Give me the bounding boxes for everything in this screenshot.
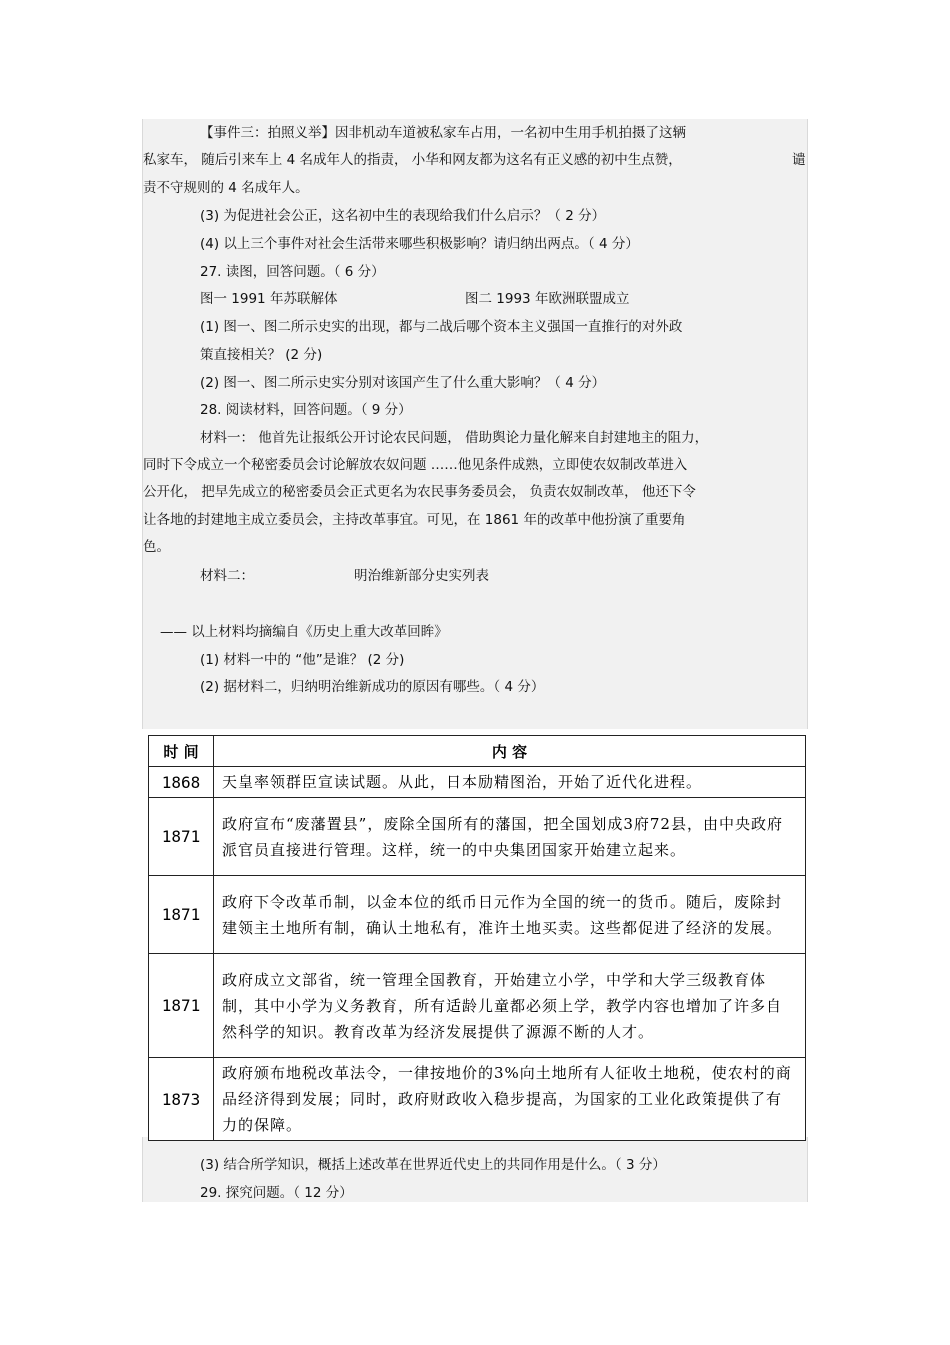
row-content: 政府宣布“废藩置县”，废除全国所有的藩国，把全国划成3府72县，由中央政府派官员直接进行管理。这样，统一的中央集团国家开始建立起来。 <box>214 798 806 876</box>
row-year: 1871 <box>149 876 214 954</box>
question-27-1-line-1: (1) 图一、图二所示史实的出现，都与二战后哪个资本主义强国一直推行的对外政 <box>200 319 683 335</box>
meiji-table-image <box>142 729 818 1137</box>
question-27-title: 27. 读图，回答问题。（ 6 分） <box>200 264 385 280</box>
material-2-label: 材料二： <box>200 568 254 584</box>
material-1-line-2: 同时下令成立一个秘密委员会讨论解放农奴问题 ……他见条件成熟，立即使农奴制改革进入 <box>143 457 688 473</box>
question-26-4: (4) 以上三个事件对社会生活带来哪些积极影响？请归纳出两点。（ 4 分） <box>200 236 639 252</box>
header-time: 时 间 <box>149 736 214 767</box>
material-1-line-1: 材料一： 他首先让报纸公开讨论农民问题， 借助舆论力量化解来自封建地主的阻力， <box>200 430 709 446</box>
row-content: 政府颁布地税改革法令，一律按地价的3%向土地所有人征收土地税，使农村的商品经济得到发展；同时，政府财政收入稳步提高，为国家的工业化政策提供了有力的保障。 <box>214 1058 806 1141</box>
material-1-line-3: 公开化， 把早先成立的秘密委员会正式更名为农民事务委员会， 负责农奴制改革， 他还下令 <box>143 484 696 500</box>
source-note: —— 以上材料均摘编自《历史上重大改革回眸》 <box>160 624 448 640</box>
row-content: 天皇率领群臣宣读试题。从此，日本励精图治，开始了近代化进程。 <box>214 767 806 798</box>
question-28-2: (2) 据材料二，归纳明治维新成功的原因有哪些。（ 4 分） <box>200 679 545 695</box>
meiji-reform-table <box>148 735 806 1141</box>
question-28-title: 28. 阅读材料，回答问题。（ 9 分） <box>200 402 412 418</box>
material-2-title: 明治维新部分史实列表 <box>354 568 489 584</box>
table-row <box>149 876 806 954</box>
question-26-3: (3) 为促进社会公正，这名初中生的表现给我们什么启示？（ 2 分） <box>200 208 606 224</box>
question-29-title: 29. 探究问题。（ 12 分） <box>200 1185 353 1201</box>
question-27-2: (2) 图一、图二所示史实分别对该国产生了什么重大影响？（ 4 分） <box>200 375 606 391</box>
row-content: 政府成立文部省，统一管理全国教育，开始建立小学，中学和大学三级教育体制，其中小学为义务教育，所有适龄儿童都必须上学，教学内容也增加了许多自然科学的知识。教育改革为经济发展提供了源源不断的人才。 <box>214 954 806 1058</box>
question-27-1-line-2: 策直接相关？ (2 分) <box>200 347 323 363</box>
event3-line-2-end: 谴 <box>792 152 806 168</box>
table-row <box>149 954 806 1058</box>
event3-line-1: 【事件三：拍照义举】因非机动车道被私家车占用，一名初中生用手机拍摄了这辆 <box>200 125 686 141</box>
table-header-row <box>149 736 806 767</box>
material-1-line-5: 色。 <box>143 539 170 555</box>
question-28-1: (1) 材料一中的 “他”是谁？ (2 分) <box>200 652 405 668</box>
table-row <box>149 1058 806 1141</box>
row-year: 1873 <box>149 1058 214 1141</box>
table-row <box>149 798 806 876</box>
event3-line-2: 私家车， 随后引来车上 4 名成年人的指责， 小华和网友都为这名有正义感的初中生点赞， <box>143 152 682 168</box>
figure-1-caption: 图一 1991 年苏联解体 <box>200 291 338 307</box>
question-28-3: (3) 结合所学知识，概括上述改革在世界近代史上的共同作用是什么。（ 3 分） <box>200 1157 666 1173</box>
row-content: 政府下令改革币制，以金本位的纸币日元作为全国的统一的货币。随后，废除封建领主土地所有制，确认土地私有，准许土地买卖。这些都促进了经济的发展。 <box>214 876 806 954</box>
figure-2-caption: 图二 1993 年欧洲联盟成立 <box>465 291 630 307</box>
row-year: 1871 <box>149 798 214 876</box>
event3-line-3: 责不守规则的 4 名成年人。 <box>143 180 309 196</box>
row-year: 1871 <box>149 954 214 1058</box>
table-row <box>149 767 806 798</box>
row-year: 1868 <box>149 767 214 798</box>
material-1-line-4: 让各地的封建地主成立委员会，主持改革事宜。可见，在 1861 年的改革中他扮演了重要角 <box>143 512 686 528</box>
header-content: 内 容 <box>214 736 806 767</box>
